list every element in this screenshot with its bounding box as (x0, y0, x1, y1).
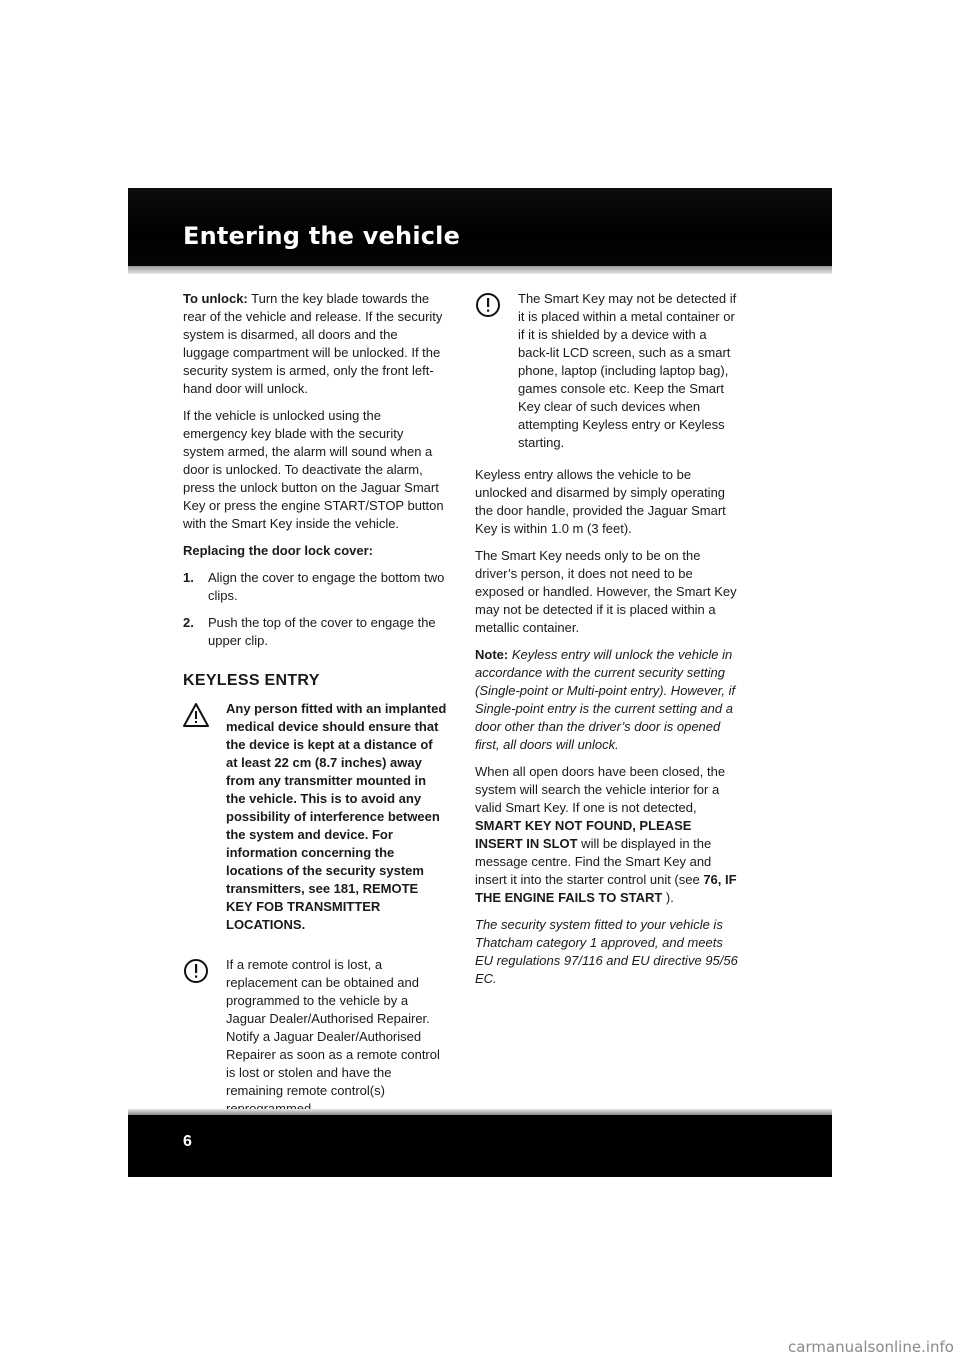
page-number: 6 (183, 1133, 192, 1150)
page-header (128, 188, 832, 266)
replacing-steps (183, 569, 447, 650)
step-text: Align the cover to engage the bottom two clips. (208, 570, 445, 603)
step-number: 2. (183, 615, 194, 630)
caution-text: If a remote control is lost, a replacement can be obtained and programmed to the vehicle by a Jaguar Dealer/Authorised Repairer. Notify a Jaguar Dealer/Authorised Repairer as soon as a remote control is lost or stolen and have the remaining remote control(s) (226, 957, 440, 1098)
note-paragraph (475, 646, 741, 754)
unlock-label: To unlock: (183, 291, 248, 306)
step-item (183, 614, 447, 650)
watermark: carmanualsonline.info (788, 1338, 954, 1356)
left-column (183, 290, 447, 1132)
step-text: Push the top of the cover to engage the upper clip. (208, 615, 436, 648)
doors-closed-text: When all open doors have been closed, the system will search the vehicle interior for a valid Smart Key. If one is not detected, (475, 764, 726, 815)
doors-closed-text-end: ). (662, 890, 674, 905)
doors-closed-paragraph (475, 763, 741, 907)
caution-circle-icon (183, 958, 209, 984)
warning-text: Any person fitted with an implanted medical device should ensure that the device is kept at a distance of at least 22 cm (8.7 inches) away from any transmitter mounted in the vehicle. This is to avoid any possibility of interference between the system and device. For information concerning the locations of the security system transmitters, see 181, REMOTE KEY FOB TRANSMITTER LOCATIONS. (226, 701, 447, 932)
step-number: 1. (183, 570, 194, 585)
replacing-heading: Replacing the door lock cover: (183, 543, 373, 558)
warning-triangle-icon (183, 702, 209, 728)
section-heading-keyless-entry: KEYLESS ENTRY (183, 672, 320, 689)
doors-closed-text-2: will be displayed in the message centre. Find the Smart Key and insert it into the starter control unit (see (475, 836, 712, 887)
keyless-entry-paragraph: Keyless entry allows the vehicle to be unlocked and disarmed by simply operating the door handle, provided the Jaguar Smart Key is within 1.0 m (3 feet). (475, 467, 726, 536)
smart-key-paragraph: The Smart Key needs only to be on the driver’s person, it does not need to be exposed or handled. However, the Smart Key may not be detected if it is placed within a metallic container. (475, 548, 737, 635)
page-title: Entering the vehicle (183, 222, 461, 250)
message-smart-key-not-found: SMART KEY NOT FOUND, PLEASE INSERT IN SLOT (475, 818, 692, 851)
note-text: Keyless entry will unlock the vehicle in accordance with the current security setting (Single-point or Multi-point entry). However, if Single-point entry is the current setting and a door other than the driver’s door is opened first, all doors will unlock. (475, 647, 736, 752)
thatcham-paragraph: The security system fitted to your vehicle is Thatcham category 1 approved, and meets EU regulations 97/116 and EU directive 95/56 EC. (475, 917, 738, 986)
note-label: Note: (475, 647, 509, 662)
caution-notice (475, 290, 741, 452)
step-item (183, 569, 447, 605)
unlock-text: Turn the key blade towards the rear of the vehicle and release. If the security system is disarmed, all doors and the luggage compartment will be unlocked. If the security system is armed, only the front left-hand door will unlock. (183, 291, 443, 396)
engine-fails-reference: 76, IF THE ENGINE FAILS TO START (475, 872, 737, 905)
right-column (475, 290, 741, 997)
caution-circle-icon (475, 292, 501, 318)
warning-notice (183, 700, 447, 934)
unlock-paragraph (183, 290, 447, 398)
page-footer (128, 1115, 832, 1177)
caution-notice (183, 956, 447, 1118)
emergency-paragraph: If the vehicle is unlocked using the emergency key blade with the security system armed, the alarm will sound when a door is unlocked. To deactivate the alarm, press the unlock button on the Jaguar Smart Key or press the engine START/STOP button with the Smart Key inside the vehicle. (183, 408, 444, 531)
smart-key-detection-caution: The Smart Key may not be detected if it is placed within a metal container or if it is shielded by a device with a back-lit LCD screen, such as a smart phone, laptop (including laptop bag), games console etc. Keep the Smart Key clear of such devices when attempting Keyless entry or Keyless starting. (518, 291, 737, 450)
